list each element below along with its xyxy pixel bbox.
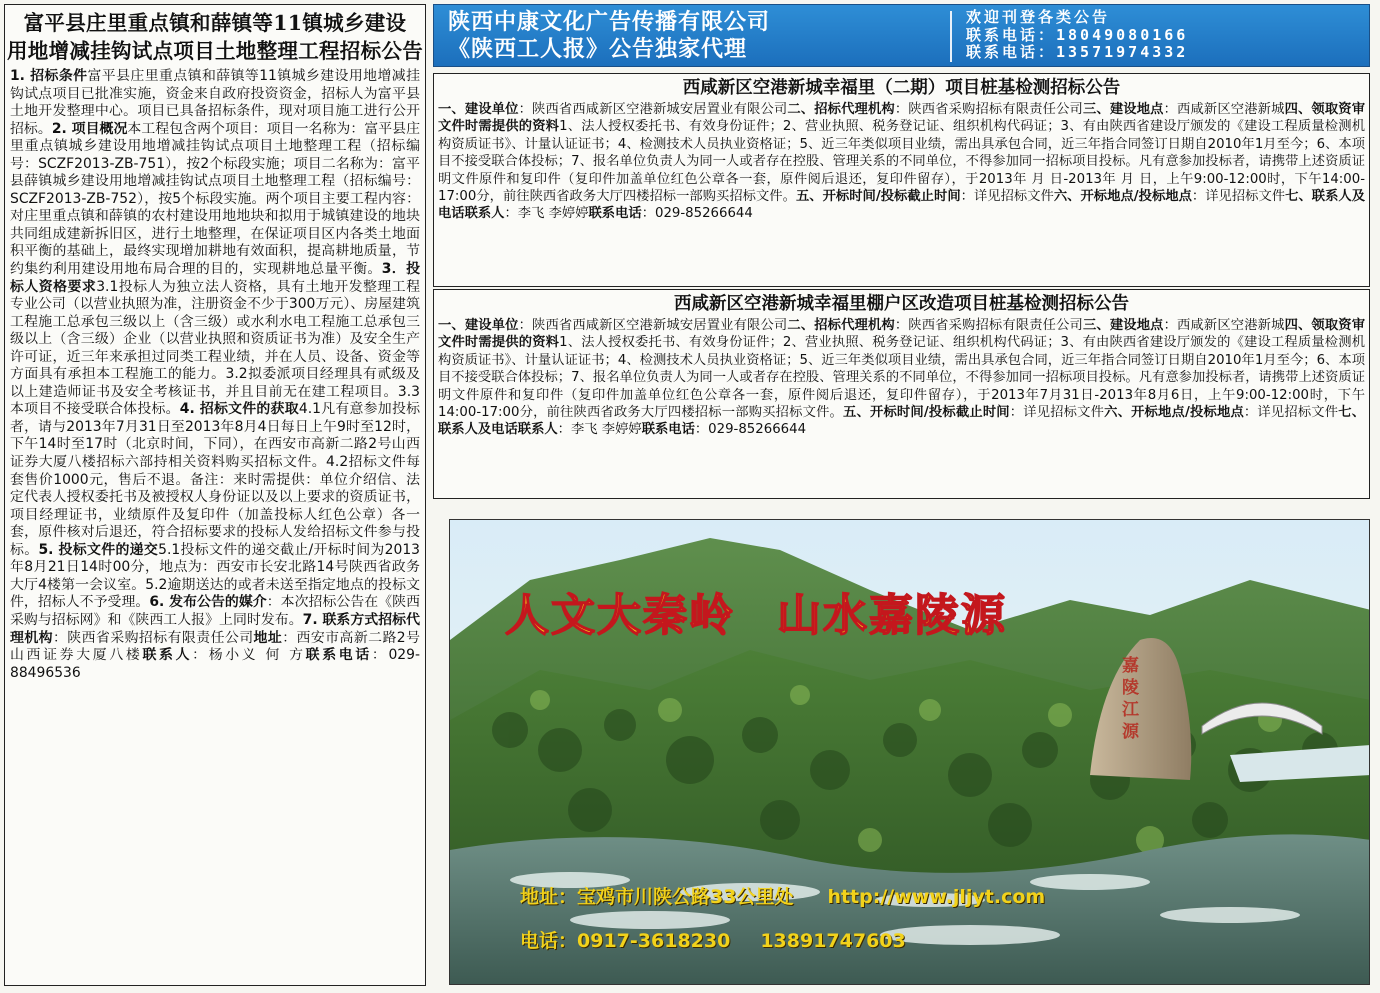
section-text: ：李飞 李婷婷 [557, 422, 642, 438]
section-text: ：详见招标文件 [960, 189, 1054, 205]
section-heading: 二、招标代理机构 [787, 102, 895, 117]
section-text: ：陕西省西咸新区空港新城安居置业有限公司 [518, 102, 788, 117]
section-heading: 三、建设地点 [1083, 318, 1164, 333]
section-heading: 7. 联系方式招标代理机构 [10, 611, 420, 646]
banner-line1: 陕西中康文化广告传播有限公司 [448, 9, 771, 35]
ad-phone-label: 电话： [520, 930, 578, 952]
section-heading: 五、开标时间/投标截止时间 [843, 405, 1010, 421]
section-text: ：详见招标文件 [1009, 405, 1105, 421]
banner-divider [950, 11, 952, 62]
section-heading: 联系电话 [305, 647, 372, 664]
section-heading: 七、联系人及电话联系人 [438, 405, 1366, 438]
left-notice-title [5, 9, 425, 65]
section-text: ：029-88496536 [10, 647, 420, 681]
banner-phone-1: 联系电话：18049080166 [966, 25, 1189, 44]
ad-phone-line [520, 926, 906, 953]
section-text: 富平县庄里重点镇和薛镇等11镇城乡建设用地增减挂钩试点项目已批准实施，资金来自政府投资资金，招标人为富平县土地开发整理中心。项目已具备招标条件，现对项目施工进行公开招标。 [10, 68, 420, 137]
left-notice [4, 4, 426, 986]
section-text: ：029-85266644 [641, 206, 753, 222]
section-heading: 四、领取资审文件时需提供的资料 [438, 318, 1366, 351]
section-heading: 2. 项目概况 [51, 120, 128, 137]
banner-line2: 《陕西工人报》公告独家代理 [448, 36, 748, 62]
section-text: ：西咸新区空港新城 [1163, 102, 1285, 117]
section-text: ：详见招标文件 [1191, 189, 1286, 205]
section-heading: 六、开标地点/投标地点 [1104, 405, 1244, 421]
section-text: 3.1投标人为独立法人资格，具有土地开发整理工程专业公司（以营业执照为准，注册资金不少于300万元）、房屋建筑工程施工总承包三级以上（含三级）或水利水电工程施工总承包三级以上（含三级）企业（以营业执照和资质证书为准）及安全生产许可证，近三年来承担过同类工程业绩，并在人员、设备、资金等方面具有承担本工程施工的能力。3.2拟委派项目经理具有贰级及以上建造师证书及安全考核证书，并且目前无在建工程项目。3.3本项目不接受联合体投标。 [10, 278, 420, 418]
section-text: ：李飞 李婷婷 [504, 206, 589, 222]
section-heading: 6. 发布公告的媒介 [149, 594, 267, 611]
banner-contact [966, 9, 1188, 62]
section-heading: 三、建设地点 [1083, 102, 1164, 117]
section-heading: 地址 [253, 629, 283, 646]
notice-a-body [434, 101, 1369, 223]
section-text: ：陕西省采购招标有限责任公司 [894, 102, 1083, 117]
section-text: 4.1凡有意参加投标者，请与2013年7月31日至2013年8月4日每日上午9时至12时，下午14时至17时（北京时间，下同），在西安市高新二路2号山西证券大厦八楼招标六部持相关资料购买招标文件。4.2招标文件每套售价1000元，售后不退。备注：来时需提供：单位介绍信、法定代表人授权委托书及被授权人身份证以及以上要求的资质证书，项目经理证书，业绩原件及复印件（加盖投标人红色公章）各一套，原件核对后退还，符合招标要求的投标人发给招标文件参与投标。 [10, 401, 420, 558]
section-text: ：杨小义 何 方 [192, 647, 306, 664]
notice-b [433, 289, 1370, 499]
ad-phone-1: 0917-3618230 [577, 930, 731, 952]
section-heading: 一、建设单位 [438, 102, 519, 117]
section-heading: 联系电话 [588, 206, 642, 222]
ad-website-link[interactable]: http://www.jljyt.com [827, 886, 1046, 908]
section-heading: 七、联系人及电话联系人 [438, 189, 1366, 222]
section-heading: 4. 招标文件的获取 [179, 401, 299, 418]
section-text: ：陕西省采购招标有限责任公司 [894, 318, 1083, 333]
notice-a-title: 西咸新区空港新城幸福里（二期）项目桩基检测招标公告 [682, 78, 1121, 98]
section-heading: 联系电话 [641, 422, 695, 438]
slogan-left: 人文大秦岭 [505, 590, 735, 641]
section-text: ：陕西省西咸新区空港新城安居置业有限公司 [518, 318, 788, 333]
section-text: ：本次招标公告在《陕西采购与招标网》和《陕西工人报》上同时发布。 [10, 594, 420, 628]
scenic-ad [449, 519, 1370, 985]
section-text: 1、法人授权委托书、有效身份证件；2、营业执照、税务登记证、组织机构代码证；3、有由陕西省建设厅颁发的《建设工程质量检测机构资质证书》、计量认证证书；4、检测技术人员执业资格证；5、近三年类似项目业绩，需出具承包合同，近三年指合同签订日期自2010年1月至今；6、本项目不接受联合体投标；7、报名单位负责人为同一人或者存在控股、管理关系的不同单位，不得参加同一招标项目投标。凡有意参加投标者，请携带上述资质证明文件原件和复印件（复印件加盖单位红色公章各一套，原件阅后退还，复印件留存），于2013年 月 日-2013年 月 日，上午9:00-12:00时，下午14:00-17:00分，前往陕西省政务大厅四楼招标一部购买招标文件。 [438, 119, 1366, 205]
notice-a [433, 73, 1370, 287]
section-heading: 一、建设单位 [438, 318, 519, 333]
section-heading: 1. 招标条件 [10, 68, 88, 84]
left-notice-title-line1: 富平县庄里重点镇和薛镇等11镇城乡建设 [23, 11, 407, 35]
section-heading: 联系人 [142, 647, 193, 664]
section-text: ：详见招标文件 [1243, 405, 1339, 421]
section-text: ：029-85266644 [694, 422, 807, 438]
left-notice-title-line2: 用地增减挂钩试点项目土地整理工程招标公告 [7, 39, 423, 63]
banner-company [448, 9, 770, 63]
section-heading: 四、领取资审文件时需提供的资料 [438, 102, 1366, 135]
section-heading: 5. 投标文件的递交 [38, 541, 159, 558]
section-text: ：西安市高新二路2号山西证券大厦八楼 [10, 629, 420, 664]
rock-inscription: 嘉陵江源 [1122, 656, 1139, 742]
banner-welcome: 欢迎刊登各类公告 [966, 8, 1111, 26]
section-text: ：陕西省采购招标有限责任公司 [52, 629, 254, 646]
slogan [505, 590, 1007, 642]
ad-address: 地址：宝鸡市川陕公路33公里处 [520, 886, 794, 908]
slogan-right: 山水嘉陵源 [777, 590, 1007, 641]
section-text: 本工程包含两个项目：项目一名称为：富平县庄里重点镇城乡建设用地增减挂钩试点项目土地整理工程（招标编号：SCZF2013-ZB-751），按2个标段实施；项目二名称为：富平县薛镇城乡建设用地增减挂钩试点项目土地整理工程（招标编号：SCZF2013-ZB-752），按5个标段实施。两个项目主要工程内容：对庄里重点镇和薛镇的农村建设用地地块和拟用于城镇建设的地块共同组成建新拆旧区，进行土地整理，在保证项目区内各类土地面积平衡的基础上，最终实现增加耕地有效面积，提高耕地质量，节约集约利用建设用地布局合理的目的，实现耕地总量平衡。 [10, 120, 420, 278]
section-text: 1、法人授权委托书、有效身份证件；2、营业执照、税务登记证、组织机构代码证；3、有由陕西省建设厅颁发的《建设工程质量检测机构资质证书》、计量认证证书；4、检测技术人员执业资格证；5、近三年类似项目业绩，需出具承包合同，近三年指合同签订日期自2010年1月至今；6、本项目不接受联合体投标；7、报名单位负责人为同一人或者存在控股、管理关系的不同单位，不得参加同一招标项目投标。凡有意参加投标者，请携带上述资质证明文件原件和复印件（复印件加盖单位红色公章各一套，原件阅后退还，复印件留存），于2013年7月31日-2013年8月6日，上午9:00-12:00时，下午14:00-17:00分，前往陕西省政务大厅四楼招标一部购买招标文件。 [438, 335, 1366, 421]
banner-phone-2: 联系电话：13571974332 [966, 43, 1189, 61]
section-heading: 五、开标时间/投标截止时间 [795, 189, 961, 205]
ad-address-line [520, 882, 1045, 909]
section-heading: 六、开标地点/投标地点 [1053, 189, 1192, 205]
section-heading: 3．投标人资格要求 [10, 261, 420, 295]
section-text: 5.1投标文件的递交截止/开标时间为2013年8月21日14时00分，地点为：西安市长安北路14号陕西省政务大厅4楼第一会议室。5.2逾期送达的或者未送至指定地点的投标文件，招标人不予受理。 [10, 541, 421, 611]
agency-banner [433, 4, 1370, 67]
ad-phone-2: 13891747603 [760, 930, 906, 952]
notice-b-body [434, 317, 1369, 439]
notice-b-title: 西咸新区空港新城幸福里棚户区改造项目桩基检测招标公告 [674, 294, 1129, 314]
section-heading: 二、招标代理机构 [787, 318, 895, 333]
left-notice-body [5, 68, 425, 682]
section-text: ：西咸新区空港新城 [1163, 318, 1285, 333]
